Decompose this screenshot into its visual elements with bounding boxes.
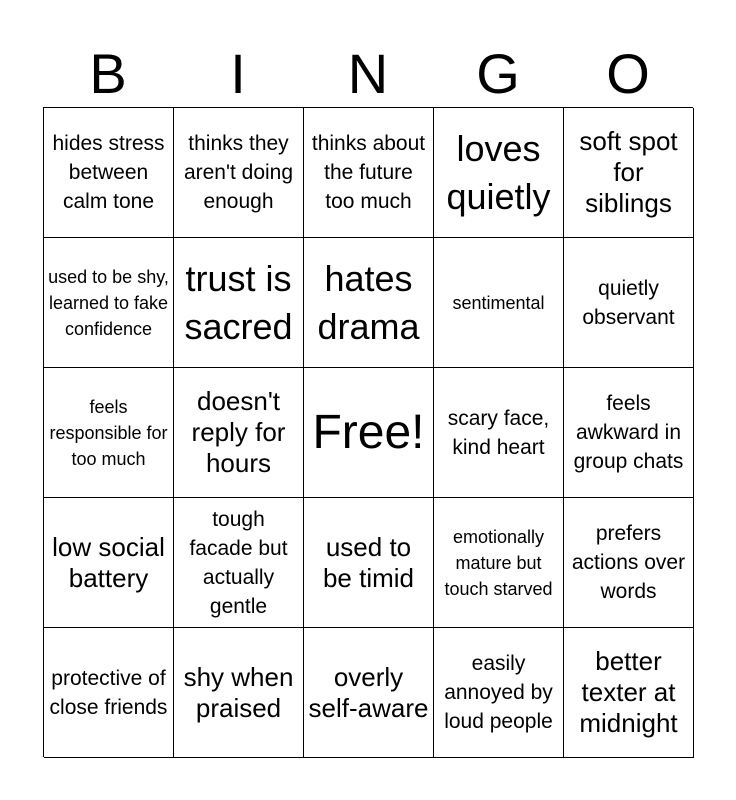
cell-text: scary face, kind heart [447, 406, 550, 459]
cell-text: thinks about the future too much [311, 132, 426, 213]
bingo-cell[interactable] [304, 498, 434, 628]
cell-text: overly self-aware [308, 661, 429, 723]
header-letter-g: G [476, 42, 520, 105]
cell-text: feels responsible for too much [49, 396, 168, 469]
cell-text: trust is sacred [184, 257, 293, 347]
bingo-cell[interactable] [434, 238, 564, 368]
bingo-cell[interactable] [564, 498, 694, 628]
cell-text: doesn't reply for hours [191, 386, 286, 478]
bingo-cell[interactable] [434, 498, 564, 628]
bingo-cell[interactable] [434, 108, 564, 238]
bingo-cell[interactable] [44, 108, 174, 238]
cell-text: quietly observant [582, 276, 675, 329]
bingo-cell[interactable] [564, 628, 694, 758]
bingo-cell[interactable] [44, 498, 174, 628]
bingo-cell[interactable] [44, 238, 174, 368]
cell-text: used to be shy, learned to fake confidence [48, 266, 169, 339]
cell-text: thinks they aren't doing enough [183, 132, 294, 213]
bingo-cell[interactable] [434, 368, 564, 498]
bingo-cell[interactable] [44, 368, 174, 498]
bingo-cell[interactable] [564, 108, 694, 238]
bingo-cell[interactable] [174, 628, 304, 758]
cell-text: low social battery [52, 531, 165, 593]
cell-text: tough facade but actually gentle [189, 507, 288, 618]
bingo-cell[interactable] [304, 238, 434, 368]
header-letter-n: N [347, 42, 389, 105]
bingo-cell[interactable] [44, 628, 174, 758]
bingo-cell[interactable] [174, 498, 304, 628]
header-letter-i: I [230, 42, 246, 105]
bingo-cell[interactable] [174, 368, 304, 498]
cell-text: used to be timid [322, 531, 415, 593]
cell-text: hates drama [317, 257, 420, 347]
cell-text: loves quietly [446, 127, 551, 217]
cell-text: protective of close friends [49, 666, 168, 719]
cell-text: feels awkward in group chats [573, 392, 684, 473]
bingo-cell[interactable] [564, 238, 694, 368]
cell-text: soft spot for siblings [579, 126, 678, 218]
cell-text: emotionally mature but touch starved [444, 526, 553, 599]
header-letter-o: O [606, 42, 650, 105]
bingo-cell[interactable] [304, 628, 434, 758]
bingo-cell[interactable] [174, 108, 304, 238]
bingo-cell[interactable] [174, 238, 304, 368]
bingo-cell[interactable] [564, 368, 694, 498]
cell-text: sentimental [452, 292, 545, 313]
bingo-cell-free[interactable] [304, 368, 434, 498]
cell-text: prefers actions over words [571, 522, 686, 603]
header-letter-b: B [89, 42, 127, 105]
bingo-cell[interactable] [434, 628, 564, 758]
cell-text: easily annoyed by loud people [444, 652, 553, 733]
bingo-grid [43, 107, 693, 757]
free-space-text: Free! [312, 405, 425, 459]
cell-text: shy when praised [183, 661, 294, 723]
bingo-cell[interactable] [304, 108, 434, 238]
cell-text: better texter at midnight [579, 646, 678, 738]
bingo-header [43, 40, 693, 108]
cell-text: hides stress between calm tone [52, 132, 165, 213]
